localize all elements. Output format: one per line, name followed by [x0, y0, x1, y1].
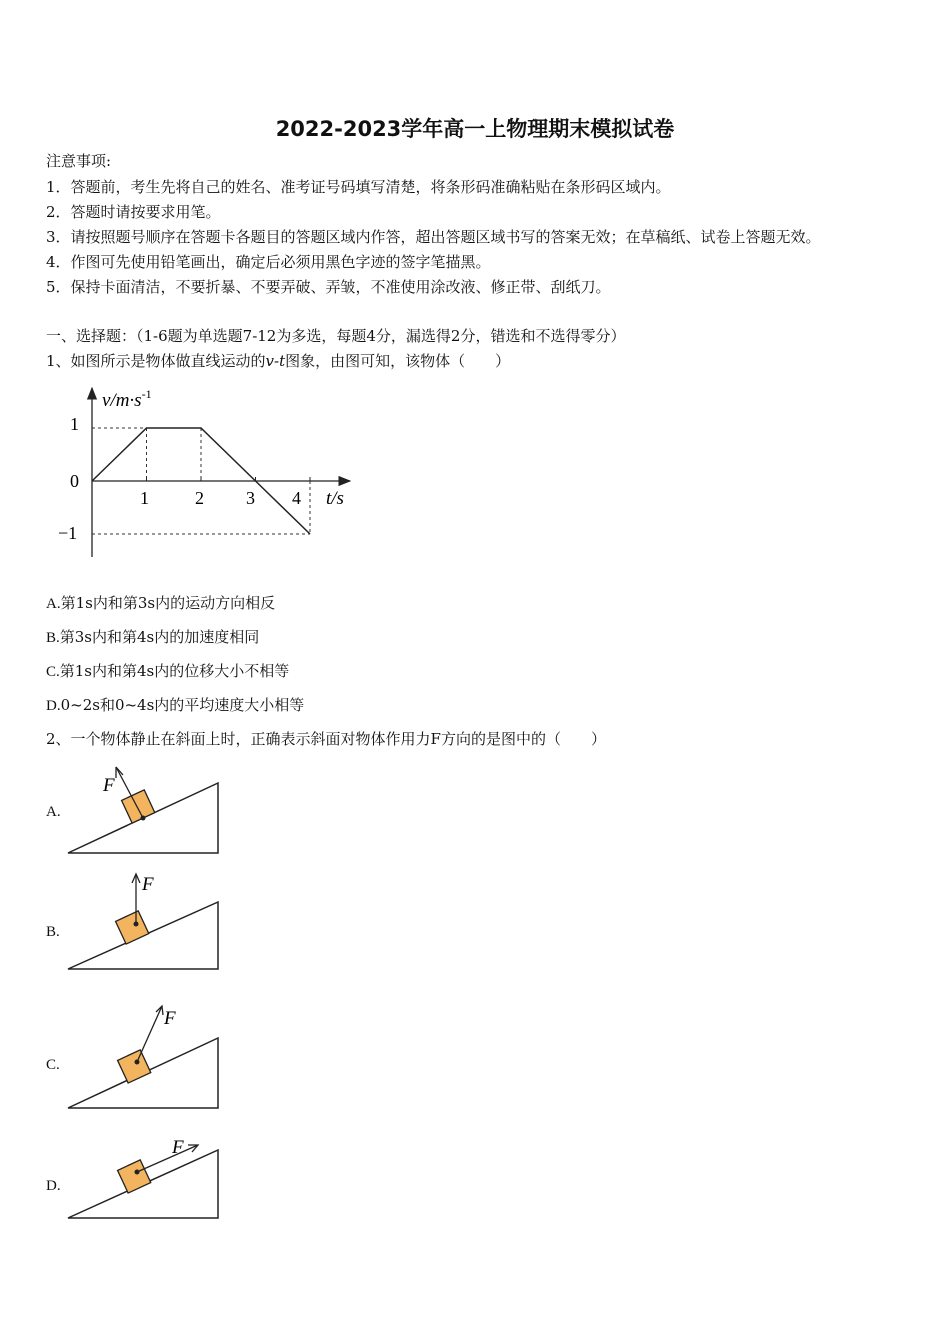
- x-tick-label-4: 4: [292, 488, 301, 508]
- notice-item-1: 1．答题前，考生先将自己的姓名、准考证号码填写清楚，将条形码准确粘贴在条形码区域内。: [46, 178, 671, 196]
- force-label: F: [142, 874, 154, 895]
- notice-heading: 注意事项:: [46, 152, 112, 170]
- x-tick-label-1: 1: [140, 488, 149, 508]
- force-arrow: [137, 1145, 198, 1172]
- force-label: F: [172, 1137, 184, 1158]
- y-tick-label-0: 0: [70, 471, 79, 491]
- block: [118, 1050, 151, 1083]
- q2-option-d-label: D.: [46, 1178, 61, 1194]
- q1-option-b: B.第3s内和第4s内的加速度相同: [46, 628, 260, 646]
- x-axis-label: t/s: [326, 488, 344, 509]
- block: [122, 790, 155, 823]
- question-1-stem: [46, 351, 510, 371]
- notice-item-3: 3．请按照题号顺序在答题卡各题目的答题区域内作答，超出答题区域书写的答案无效；在草稿纸、试卷上答题无效。: [46, 228, 821, 246]
- block: [116, 911, 149, 944]
- q1-option-d: D.0~2s和0~4s内的平均速度大小相等: [46, 696, 305, 714]
- y-tick-label-1: 1: [70, 414, 79, 434]
- vt-graph: [50, 380, 360, 570]
- q2-option-a-figure: [60, 760, 230, 860]
- y-tick-label-neg1: −1: [58, 523, 78, 543]
- notice-item-4: 4．作图可先使用铅笔画出，确定后必须用黑色字迹的签字笔描黑。: [46, 253, 491, 271]
- question-1-stem-var: v-t: [265, 352, 286, 370]
- question-2-stem: 2、一个物体静止在斜面上时，正确表示斜面对物体作用力F方向的是图中的（ ）: [46, 730, 606, 748]
- x-tick-label-3: 3: [246, 488, 255, 508]
- x-tick-label-2: 2: [195, 488, 204, 508]
- q1-option-c: C.第1s内和第4s内的位移大小不相等: [46, 662, 290, 680]
- question-1-stem-post: 图象，由图可知，该物体（ ）: [285, 352, 511, 370]
- page-title: 2022-2023学年高一上物理期末模拟试卷: [275, 117, 675, 141]
- q2-option-c-figure: [60, 1000, 230, 1112]
- force-arrow: [137, 1006, 162, 1062]
- q2-option-b-label: B.: [46, 924, 60, 940]
- block: [118, 1160, 151, 1193]
- y-axis-label: $v/m\cdot s^{-1}$: [102, 387, 152, 411]
- q2-option-c-label: C.: [46, 1057, 60, 1073]
- question-1-stem-pre: 1、如图所示是物体做直线运动的: [46, 352, 266, 370]
- q2-option-a-label: A.: [46, 804, 61, 820]
- notice-item-2: 2．答题时请按要求用笔。: [46, 203, 221, 221]
- q2-option-b-figure: [60, 870, 230, 976]
- q1-option-a: A.第1s内和第3s内的运动方向相反: [46, 594, 276, 612]
- notice-item-5: 5．保持卡面清洁，不要折暴、不要弄破、弄皱，不准使用涂改液、修正带、刮纸刀。: [46, 278, 611, 296]
- section-heading: 一、选择题：（1-6题为单选题7-12为多选，每题4分，漏选得2分，错选和不选得零分）: [46, 327, 626, 345]
- force-label: F: [164, 1008, 176, 1029]
- force-label: F: [103, 775, 115, 796]
- q2-option-d-figure: [60, 1130, 230, 1224]
